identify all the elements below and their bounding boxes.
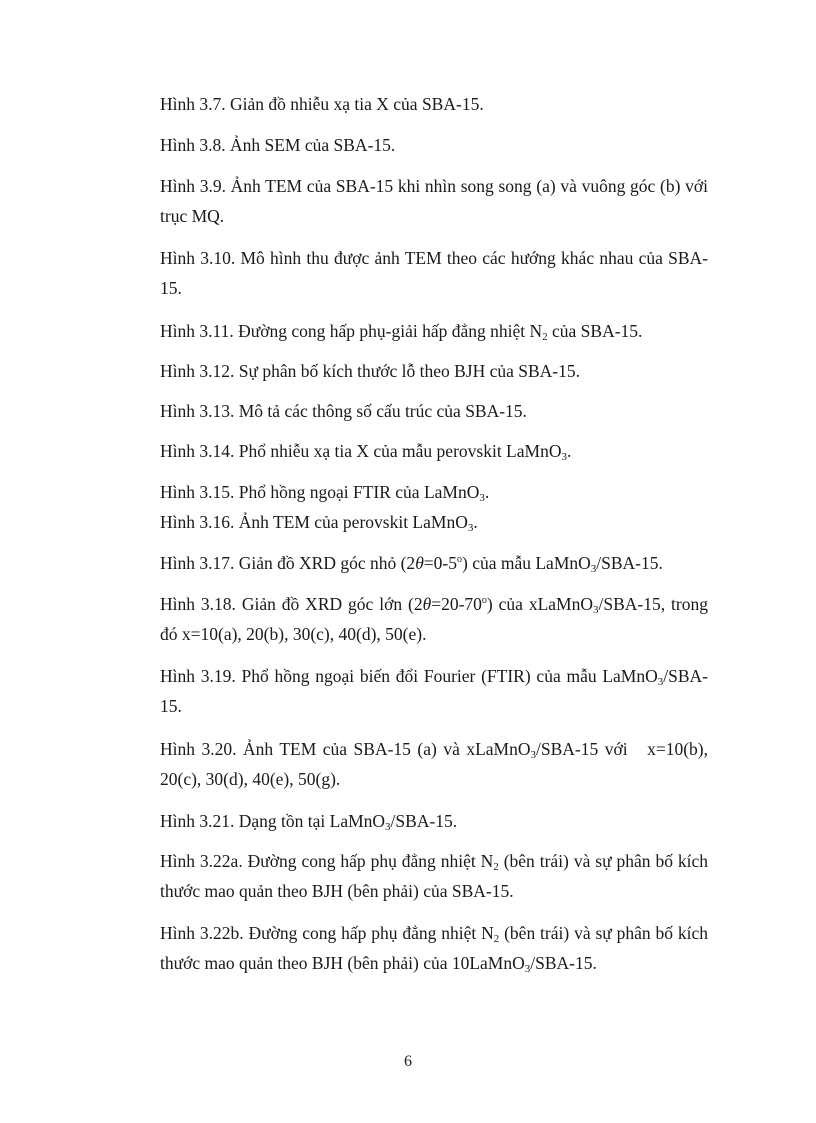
entry-text-line-2: 20(c), 30(d), 40(e), 50(g). xyxy=(160,769,341,789)
entry-text: /SBA-15. xyxy=(596,553,663,573)
entry-text: (bên trái) và sự phân bố kích xyxy=(499,923,708,943)
theta-symbol: θ xyxy=(422,594,432,614)
entry-text: =0-5 xyxy=(423,553,457,573)
entry-text: Hình 3.12. Sự phân bố kích thước lỗ theo BJH của SBA-15. xyxy=(160,361,580,381)
subscript: 3 xyxy=(530,749,537,761)
entry-text: Hình 3.22b. Đường cong hấp phụ đẳng nhiệt N xyxy=(160,923,494,943)
entry-text: Hình 3.20. Ảnh TEM của SBA-15 (a) và xLaMnO xyxy=(160,739,531,759)
subscript: 2 xyxy=(542,331,548,343)
figure-entry-3-22a xyxy=(160,846,708,906)
entry-text: của SBA-15. xyxy=(547,321,643,341)
superscript: o xyxy=(481,595,487,606)
entry-text: . xyxy=(473,512,478,532)
figure-entry-3-14 xyxy=(160,436,708,466)
subscript: 2 xyxy=(493,861,499,873)
figure-entry-3-12 xyxy=(160,356,708,386)
entry-text: thước mao quản theo BJH (bên phải) của 10LaMnO xyxy=(160,953,525,973)
entry-text: /SBA-15, trong xyxy=(598,594,708,614)
figure-entry-3-9 xyxy=(160,171,708,231)
entry-text-line-1 xyxy=(160,846,708,876)
entry-text: Hình 3.21. Dạng tồn tại LaMnO xyxy=(160,811,386,831)
figure-entry-3-21 xyxy=(160,806,708,836)
entry-text: /SBA-15. xyxy=(390,811,458,831)
entry-text-line-1: Hình 3.10. Mô hình thu được ảnh TEM theo các hướng khác nhau của SBA- xyxy=(160,248,708,268)
subscript: 3 xyxy=(593,604,599,616)
entry-text: Hình 3.15. Phổ hồng ngoại FTIR của LaMnO xyxy=(160,482,480,502)
entry-text: Hình 3.16. Ảnh TEM của perovskit LaMnO xyxy=(160,512,468,532)
entry-text: ) của mẫu LaMnO xyxy=(462,553,591,573)
entry-text: /SBA-15 với x=10(b), xyxy=(536,739,709,759)
entry-text-line-2: đó x=10(a), 20(b), 30(c), 40(d), 50(e). xyxy=(160,624,427,644)
entry-text: . xyxy=(566,441,572,461)
entry-text: Hình 3.18. Giản đồ XRD góc lớn (2 xyxy=(160,594,423,614)
figure-entry-3-16 xyxy=(160,507,708,537)
figure-entry-3-22b xyxy=(160,918,708,978)
subscript: 3 xyxy=(590,563,597,575)
figure-entry-3-10 xyxy=(160,243,708,303)
entry-text: /SBA- xyxy=(663,666,708,686)
figure-entry-3-13 xyxy=(160,396,708,426)
entry-text: . xyxy=(484,482,490,502)
figure-entry-3-17 xyxy=(160,548,708,578)
entry-text: Hình 3.11. Đường cong hấp phụ-giải hấp đẳng nhiệt N xyxy=(160,321,543,341)
entry-text-line-1 xyxy=(160,918,708,948)
entry-text-line-1 xyxy=(160,661,708,691)
entry-text: /SBA-15. xyxy=(530,953,597,973)
entry-text: Hình 3.7. Giản đồ nhiễu xạ tia X của SBA-15. xyxy=(160,94,484,114)
theta-symbol: θ xyxy=(415,553,424,573)
figure-entry-3-7 xyxy=(160,89,708,119)
entry-text: Hình 3.22a. Đường cong hấp phụ đẳng nhiệt N xyxy=(160,851,494,871)
entry-text: Hình 3.19. Phổ hồng ngoại biến đổi Fourier (FTIR) của mẫu LaMnO xyxy=(160,666,658,686)
entry-text-line-1: Hình 3.9. Ảnh TEM của SBA-15 khi nhìn song song (a) và vuông góc (b) với xyxy=(160,176,708,196)
subscript: 3 xyxy=(479,492,485,504)
superscript: o xyxy=(457,554,462,565)
subscript: 3 xyxy=(467,522,474,534)
subscript: 3 xyxy=(385,821,391,833)
entry-text: (bên trái) và sự phân bố kích xyxy=(498,851,709,871)
entry-text-line-2: 15. xyxy=(160,696,182,716)
entry-text-line-2: 15. xyxy=(160,278,182,298)
entry-text: Hình 3.14. Phổ nhiễu xạ tia X của mẫu perovskit LaMnO xyxy=(160,441,562,461)
figure-entry-3-18 xyxy=(160,589,708,649)
entry-text: Hình 3.8. Ảnh SEM của SBA-15. xyxy=(160,135,396,155)
figure-entry-3-15 xyxy=(160,477,708,507)
entry-text-line-2 xyxy=(160,948,708,978)
entry-text: Hình 3.13. Mô tả các thông số cấu trúc của SBA-15. xyxy=(160,401,527,421)
figure-entry-3-8 xyxy=(160,130,708,160)
figure-entry-3-20 xyxy=(160,734,708,794)
entry-text: Hình 3.17. Giản đồ XRD góc nhỏ (2 xyxy=(160,553,416,573)
entry-text-line-2: trục MQ. xyxy=(160,206,225,226)
figure-entry-3-19 xyxy=(160,661,708,721)
entry-text-line-2: thước mao quản theo BJH (bên phải) của SBA-15. xyxy=(160,881,514,901)
subscript: 3 xyxy=(657,676,664,688)
entry-text: ) của xLaMnO xyxy=(486,594,594,614)
subscript: 3 xyxy=(524,963,531,975)
entry-text: =20-70 xyxy=(431,594,482,614)
figure-entry-3-11 xyxy=(160,316,708,346)
subscript: 2 xyxy=(493,933,500,945)
subscript: 3 xyxy=(561,451,567,463)
page-number: 6 xyxy=(404,1053,412,1070)
entry-text-line-1 xyxy=(160,589,708,619)
entry-text-line-1 xyxy=(160,734,708,764)
